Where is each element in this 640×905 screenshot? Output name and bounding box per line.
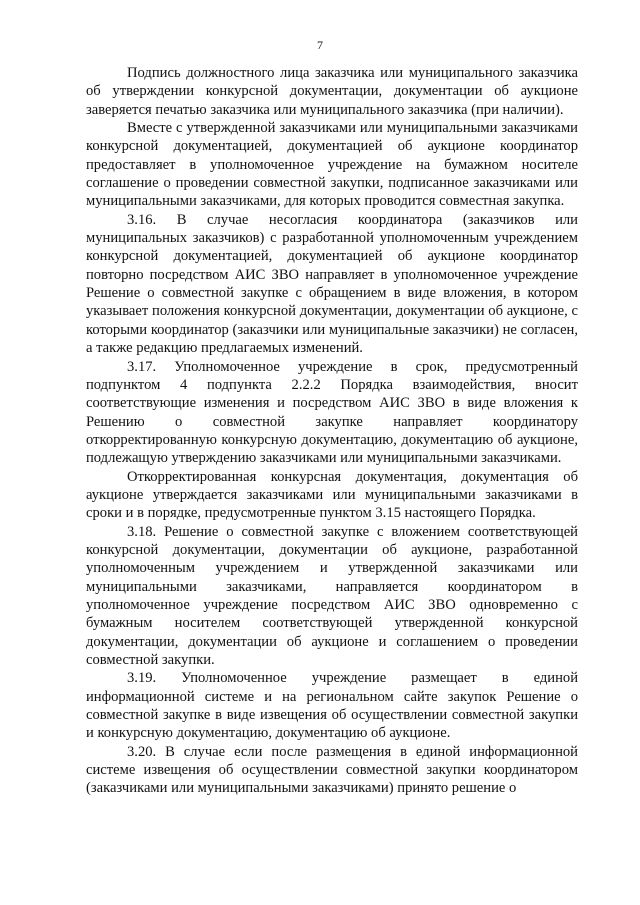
document-body <box>86 64 578 798</box>
page-number: 7 <box>317 38 323 52</box>
paragraph-signature-seal: Подпись должностного лица заказчика или муниципального заказчика об утверждении конкурсной документации, документации об аукционе заверяется печатью заказчика или муниципального заказчика (при наличии). <box>86 65 578 118</box>
paragraph-3-19: 3.19. Уполномоченное учреждение размещает в единой информационной системе и на региональном сайте закупок Решение о совместной закупке в виде извещения об осуществлении совместной закупки и конкурсную документацию, документацию об аукционе. <box>86 670 578 742</box>
paragraph-corrected-documentation: Откорректированная конкурсная документация, документация об аукционе утверждается заказчиками или муниципальными заказчиками в сроки и в порядке, предусмотренные пунктом 3.15 настоящего Порядка. <box>86 468 578 522</box>
paragraph-3-20: 3.20. В случае если после размещения в единой информационной системе извещения об осуществлении совместной закупки координатором (заказчиками или муниципальными заказчиками) принято решение о <box>86 743 578 797</box>
paragraph-3-16: 3.16. В случае несогласия координатора (заказчиков или муниципальных заказчиков) с разработанной уполномоченным учреждением конкурсной документацией, документацией об аукционе координатор повторно посредством АИС ЗВО направляет в уполномоченное учреждение Решение о совместной закупке с обращением в виде вложения, в котором указывает положения конкурсной документации, документации об аукционе, с которыми координатор (заказчики или муниципальные заказчики) не согласен, а также редакцию предлагаемых изменений. <box>86 211 578 357</box>
paragraph-agreement-submission: Вместе с утвержденной заказчиками или муниципальными заказчиками конкурсной документацией, документацией об аукционе координатор предоставляет в уполномоченное учреждение на бумажном носителе соглашение о проведении совместной закупки, подписанное заказчиками или муниципальными заказчиками, для которых проводится совместная закупка. <box>86 120 578 210</box>
paragraph-3-17: 3.17. Уполномоченное учреждение в срок, предусмотренный подпунктом 4 подпункта 2.2.2 Порядка взаимодействия, вносит соответствующие изменения и посредством АИС ЗВО в виде вложения к Решению о совместной закупке направляет координатору откорректированную конкурсную документацию, документацию об аукционе, подлежащую утверждению заказчиками или муниципальными заказчиками. <box>86 358 578 467</box>
paragraph-3-18: 3.18. Решение о совместной закупке с вложением соответствующей конкурсной документации, документации об аукционе, разработанной уполномоченным учреждением и утвержденной заказчиками или муниципальными заказчиками, направляется координатором в уполномоченное учреждение посредством АИС ЗВО одновременно с бумажным носителем соответствующей утвержденной конкурсной документации, документации об аукционе и соглашением о проведении совместной закупки. <box>86 523 578 668</box>
